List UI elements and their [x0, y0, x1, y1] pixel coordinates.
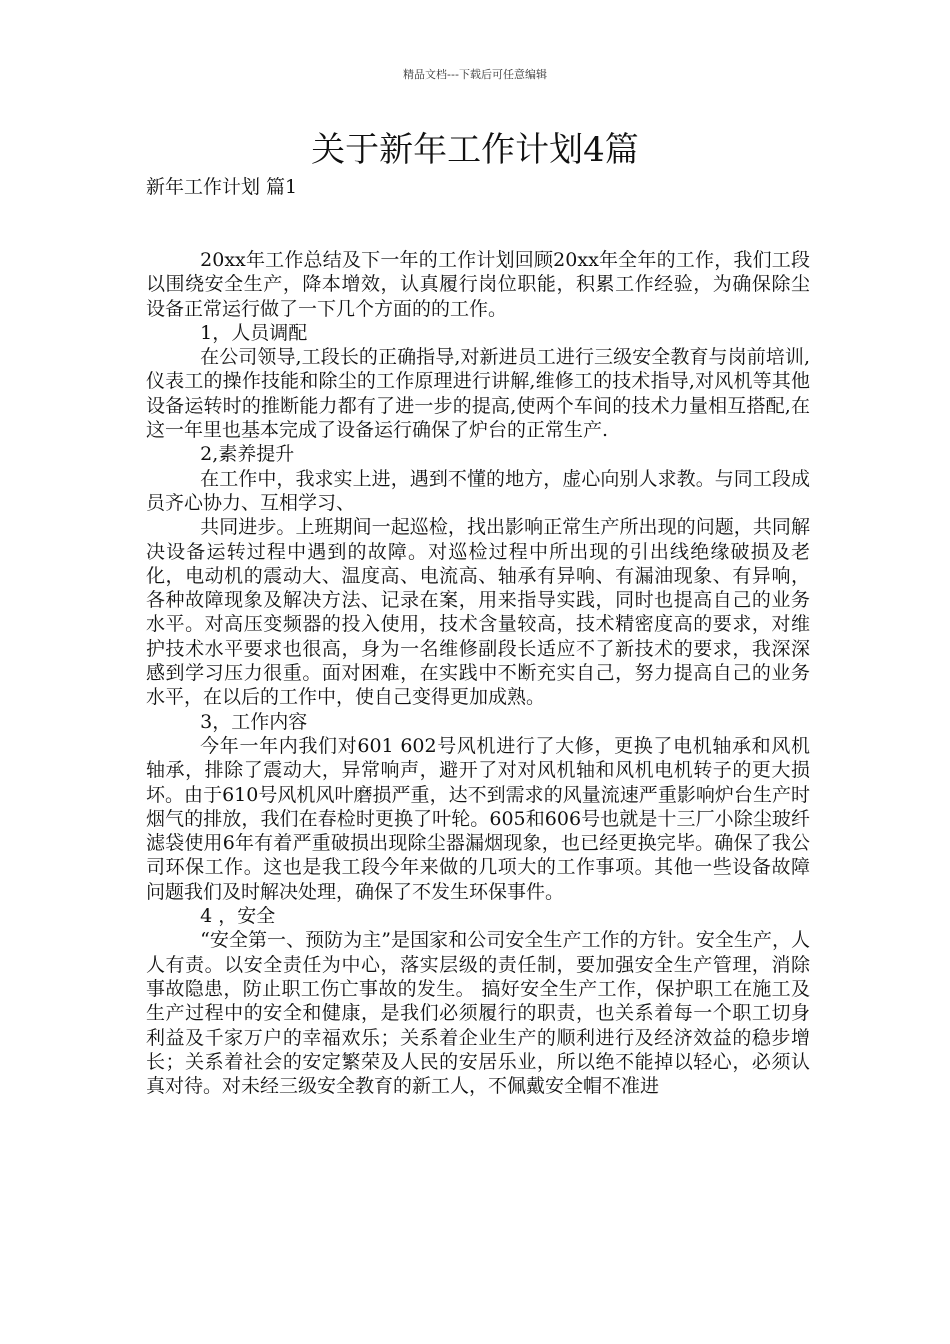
section-heading-4: 4 ，安全 [200, 905, 276, 928]
paragraph-staffing: 在公司领导,工段长的正确指导,对新进员工进行三级安全教育与岗前培训,仪表工的操作技能和除尘的工作原理进行讲解,维修工的技术指导,对风机等其他设备运转时的推断能力都有了进一步的提高,使两个车间的技术力量相互搭配,在这一年里也基本完成了设备运行确保了炉台的正常生产. [146, 346, 810, 442]
paragraph-quality-a: 在工作中，我求实上进，遇到不懂的地方，虚心向别人求教。与同工段成员齐心协力、互相学习、 [146, 467, 810, 514]
section-heading-2: 2,素养提升 [200, 443, 295, 466]
document-body [146, 248, 810, 1098]
paragraph-quality-b: 共同进步。上班期间一起巡检，找出影响正常生产所出现的问题，共同解决设备运转过程中遇到的故障。对巡检过程中所出现的引出线绝缘破损及老化，电动机的震动大、温度高、电流高、轴承有异响、有漏油现象、有异响，各种故障现象及解决方法、记录在案，用来指导实践，同时也提高自己的业务水平。对高压变频器的投入使用，技术含量较高，技术精密度高的要求，对维护技术水平要求也很高，身为一名维修副段长适应不了新技术的要求，我深深感到学习压力很重。面对困难，在实践中不断充实自己，努力提高自己的业务水平，在以后的工作中，使自己变得更加成熟。 [146, 516, 810, 709]
paragraph-work-content: 今年一年内我们对601 602号风机进行了大修，更换了电机轴承和风机轴承，排除了震动大，异常响声，避开了对对风机轴和风机电机转子的更大损坏。由于610号风机风叶磨损严重，达不到需求的风量流速严重影响炉台生产时烟气的排放，我们在春检时更换了叶轮。605和606号也就是十三厂小除尘玻纤滤袋使用6年有着严重破损出现除尘器漏烟现象，也已经更换完毕。确保了我公司环保工作。这也是我工段今年来做的几项大的工作事项。其他一些设备故障问题我们及时解决处理，确保了不发生环保事件。 [146, 734, 810, 903]
header-note: 精品文档---下载后可任意编辑 [403, 68, 547, 81]
section-heading-1: 1，人员调配 [200, 321, 308, 344]
paragraph-intro: 20xx年工作总结及下一年的工作计划回顾20xx年全年的工作，我们工段以围绕安全生产，降本增效，认真履行岗位职能，积累工作经验，为确保除尘设备正常运行做了一下几个方面的的工作。 [146, 249, 810, 320]
paragraph-safety: “安全第一、预防为主”是国家和公司安全生产工作的方针。安全生产，人人有责。以安全责任为中心，落实层级的责任制，要加强安全生产管理，消除事故隐患，防止职工伤亡事故的发生。 搞好安全生产工作，保护职工在施工及生产过程中的安全和健康，是我们必须履行的职责，也关系着每一个职工切身利益及千家万户的幸福欢乐；关系着企业生产的顺利进行及经济效益的稳步增长；关系着社会的安定繁荣及人民的安居乐业，所以绝不能掉以轻心，必须认真对待。对未经三级安全教育的新工人，不佩戴安全帽不准进 [146, 929, 810, 1098]
document-subtitle: 新年工作计划 篇1 [146, 176, 298, 198]
section-heading-3: 3，工作内容 [200, 710, 308, 733]
document-title: 关于新年工作计划4篇 [311, 130, 639, 170]
